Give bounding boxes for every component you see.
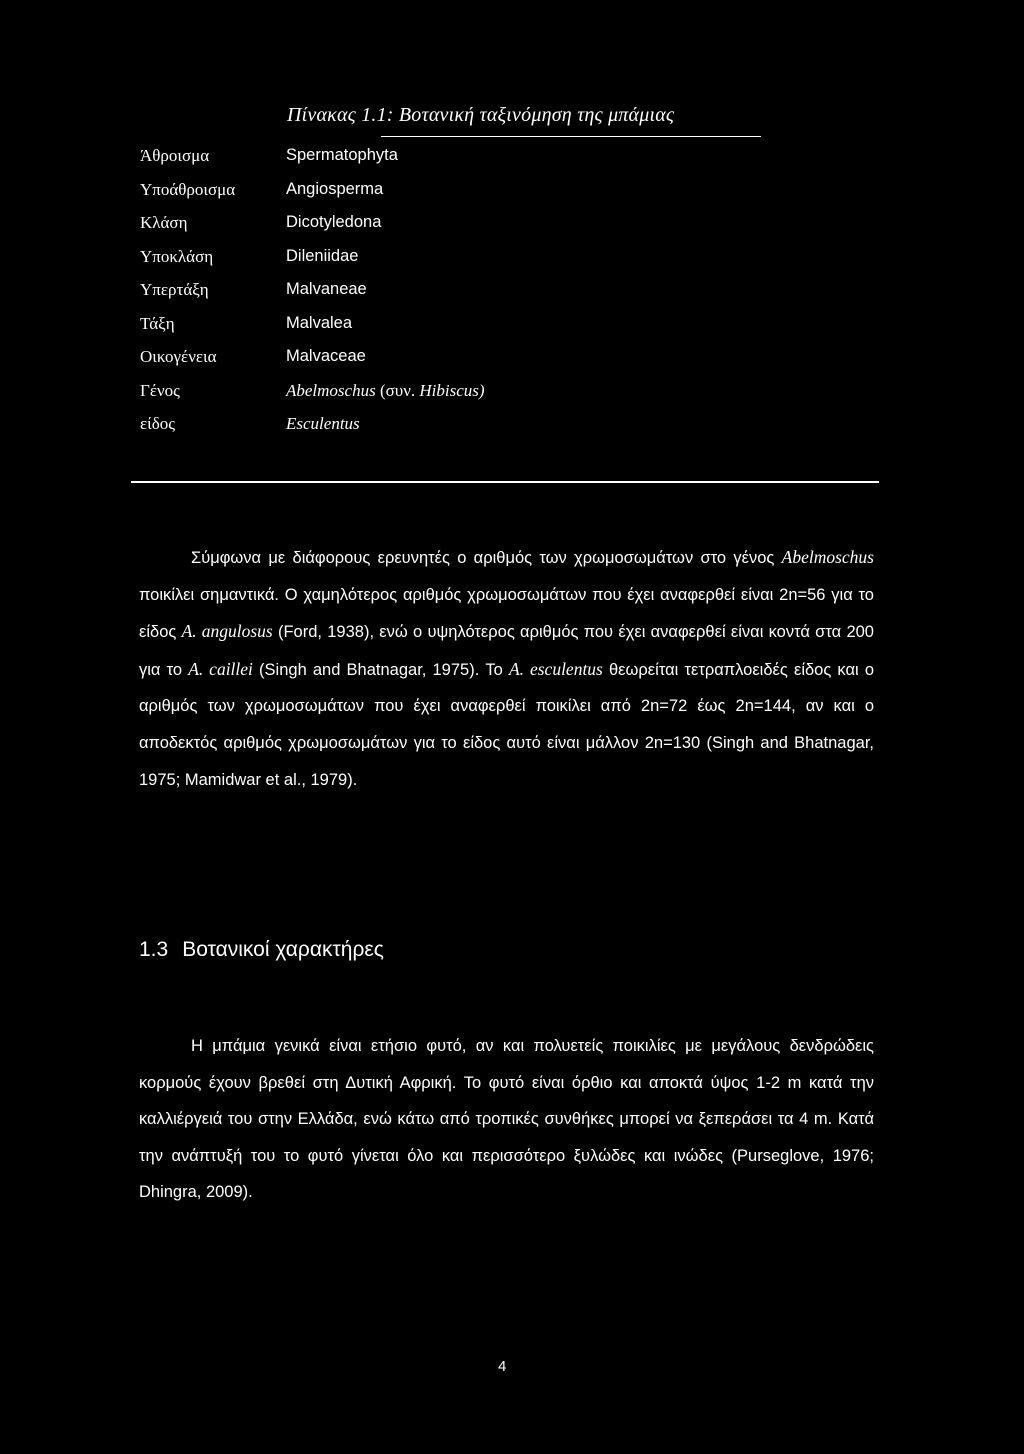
text-span: (Singh and Bhatnagar, 1975). Το — [252, 660, 509, 679]
table-bottom-rule — [131, 481, 879, 483]
section-number: 1.3 — [139, 938, 169, 961]
text-span: Σύμφωνα με διάφορους ερευνητές ο αριθμός των χρωμοσωμάτων στο γένος — [191, 549, 782, 567]
text-span: (Ford, 1938), ενώ ο υψηλότερος αριθμός που έχει αναφερθεί είναι κοντά στα 200 για το — [139, 623, 874, 679]
taxon-value: Esculentus — [286, 414, 360, 433]
taxon-value: Malvaceae — [286, 347, 366, 365]
table-row — [140, 247, 760, 281]
synonym-prefix: (συν. — [375, 380, 420, 400]
rank-label: Οικογένεια — [140, 347, 217, 366]
table-row — [140, 314, 760, 348]
table-row — [140, 146, 760, 180]
page-number: 4 — [498, 1358, 507, 1375]
taxonomy-table — [140, 146, 760, 448]
text-span: θεωρείται τετραπλοειδές είδος και ο αριθμός των χρωμοσωμάτων που έχει αναφερθεί ποικίλει από 2n=72 έως 2n=144, αν και ο αποδεκτός αριθμός χρωμοσωμάτων για το είδος αυτό είναι μάλλον 2n=130 (Singh and Bhatnagar, 1975; Mamidwar et al., 1979). — [139, 660, 874, 789]
taxon-value: Dileniidae — [286, 246, 359, 265]
taxon-value: Dicotyledona — [286, 213, 382, 231]
taxon-value: Angiosperma — [286, 179, 384, 198]
section-title: Βοτανικοί χαρακτήρες — [182, 938, 384, 961]
botanical-paragraph — [139, 1028, 874, 1211]
synonym-name: Hibiscus) — [419, 380, 485, 400]
paragraph-text: Η μπάμια γενικά είναι ετήσιο φυτό, αν και πολυετείς ποικιλίες με μεγάλους δενδρώδεις κορμούς έχουν βρεθεί στη Δυτική Αφρική. Το φυτό είναι όρθιο και αποκτά ύψος 1-2 m κατά την καλλιέργειά του στην Ελλάδα, ενώ κάτω από τροπικές συνθήκες μπορεί να ξεπεράσει τα 4 m. Κατά την ανάπτυξή του το φυτό γίνεται όλο και περισσότερο ξυλώδες και ινώδες (Purseglove, 1976; Dhingra, 2009). — [139, 1037, 874, 1202]
table-caption: Πίνακας 1.1: Βοτανική ταξινόμηση της μπάμιας — [287, 104, 675, 126]
table-row — [140, 347, 760, 381]
rank-label: Υποκλάση — [140, 246, 214, 266]
table-row — [140, 213, 760, 247]
chromosome-paragraph — [139, 539, 874, 798]
genus-name: Abelmoschus — [286, 380, 376, 400]
rank-label: Άθροισμα — [140, 146, 210, 165]
rank-label: Γένος — [140, 380, 180, 400]
taxon-value — [286, 381, 485, 401]
rank-label: Υποάθροισμα — [140, 179, 236, 199]
table-row — [140, 381, 760, 415]
rank-label: Υπερτάξη — [140, 280, 209, 299]
section-heading — [139, 938, 384, 962]
species-name: Abelmoschus — [781, 547, 874, 567]
rank-label: Τάξη — [140, 313, 175, 333]
taxon-value: Spermatophyta — [286, 146, 398, 164]
taxon-value: Malvalea — [286, 313, 353, 332]
caption-divider — [381, 136, 761, 137]
species-name: A. esculentus — [508, 658, 603, 679]
table-row — [140, 414, 760, 448]
table-row — [140, 280, 760, 314]
rank-label: είδος — [140, 414, 175, 433]
taxon-value: Malvaneae — [286, 280, 367, 298]
species-name: A. caillei — [188, 658, 253, 679]
table-row — [140, 180, 760, 214]
species-name: A. angulosus — [181, 621, 273, 642]
rank-label: Κλάση — [140, 213, 188, 232]
text-span: ποικίλει σημαντικά. Ο χαμηλότερος αριθμός χρωμοσωμάτων που έχει αναφερθεί είναι 2n=56 για το είδος — [139, 585, 874, 642]
